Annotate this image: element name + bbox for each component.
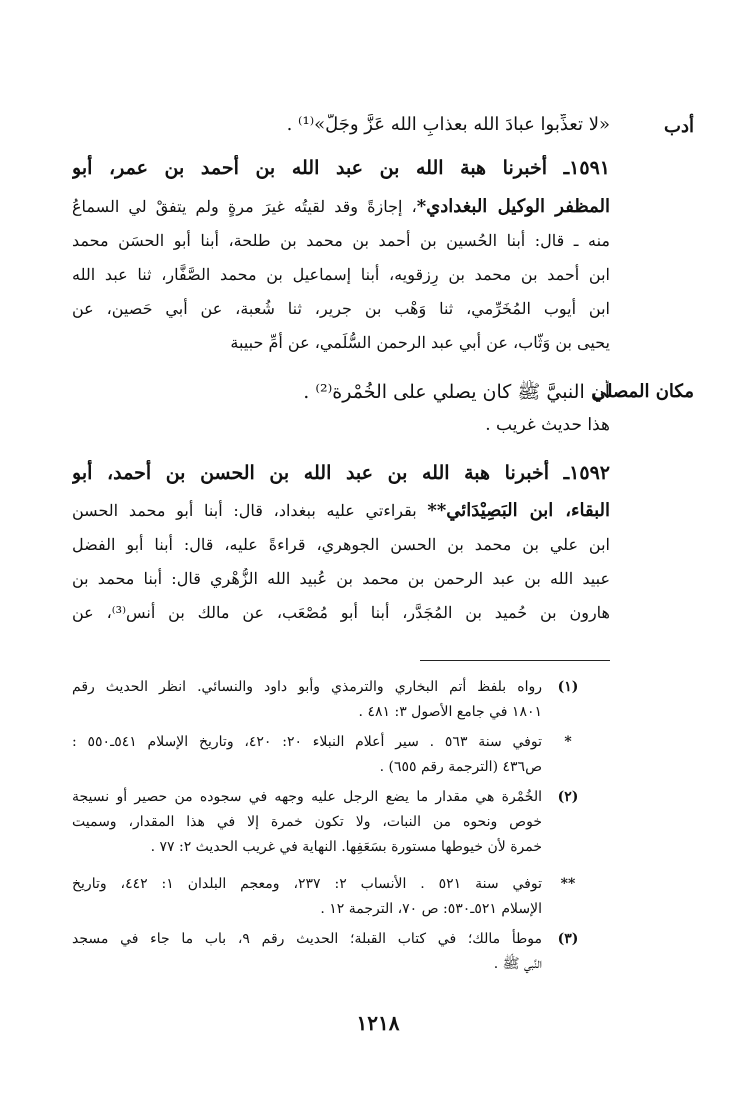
body-line-5: ابن أحمد بن محمد بن رِزقويه، أبنا إسماعيل بن محمد الصَّفَّار، ثنا عبد الله bbox=[72, 265, 610, 284]
footnote-1-line-1: رواه بلفظ أتم البخاري والترمذي وأبو داود والنسائي. انظر الحديث رقم bbox=[72, 679, 542, 695]
body-line-13: عبيد الله بن عبد الرحمن بن محمد بن عُبيد الله الزُّهْري قال: أبنا محمد بن bbox=[72, 569, 610, 588]
body-line-3-rest: ، إجازةً وقد لقيتُه غيرَ مرةٍ ولم يتفقْ لي السماعُ bbox=[72, 197, 417, 216]
body-line-7: يحيى بن وَثّاب، عن أبي عبد الرحمن السُّلَمي، عن أمِّ حبيبة bbox=[230, 333, 610, 352]
footnote-2-line-1: الخُمْرة هي مقدار ما يضع الرجل عليه وجهه في سجوده من حصير أو نسيجة bbox=[72, 789, 542, 805]
footnote-1-line-2: ١٨٠١ في جامع الأصول ٣: ٤٨١ . bbox=[358, 704, 542, 720]
footnote-marker-star: * bbox=[564, 734, 572, 750]
footnote-star-line-2: ص٤٣٦ (الترجمة رقم ٦٥٥) . bbox=[379, 759, 542, 775]
body-line-11-rest: بقراءتي عليه ببغداد، قال: أبنا أبو محمد الحسن bbox=[72, 501, 428, 520]
footnote-2-line-2: خوص ونحوه من النبات، ولا تكون خمرة إلا في هذا المقدار، وسميت bbox=[72, 814, 542, 830]
hadith-matn-1591: أن النبيَّ ﷺ كان يصلي على الخُمْرة⁽²⁾ . bbox=[303, 381, 610, 403]
hadith-1592-heading: ١٥٩٢ـ أخبرنا هبة الله بن عبد الله بن الحسن بن أحمد، أبو bbox=[72, 462, 610, 484]
footnote-separator bbox=[420, 660, 610, 661]
body-line-11 bbox=[72, 500, 610, 522]
footnote-double-star-line-2: الإسلام ٥٢١ـ٥٣٠: ص ٧٠، الترجمة ١٢ . bbox=[320, 901, 542, 917]
body-line-14: هارون بن حُميد بن المُجَدَّر، أبنا أبو مُصْعَب، عن مالك بن أنس⁽³⁾، عن bbox=[72, 603, 610, 622]
body-line-1: «لا تعذِّبوا عبادَ الله بعذابِ الله عَزَّ وجَلَّ»⁽¹⁾ . bbox=[286, 114, 610, 135]
body-line-3 bbox=[72, 196, 610, 218]
narrator-name-1592: البقاء، ابن البَصِيْدَائي** bbox=[427, 500, 610, 521]
margin-note-makan-al-musalli: مكان المصلي bbox=[591, 381, 694, 402]
narrator-name-1591: المظفر الوكيل البغدادي* bbox=[416, 196, 610, 217]
body-line-4: منه ـ قال: أبنا الحُسين بن أحمد بن محمد بن طلحة، أبنا أبو الحسَن محمد bbox=[72, 231, 610, 250]
footnote-marker-3: (٣) bbox=[557, 931, 579, 947]
body-line-12: ابن علي بن محمد بن الحسن الجوهري، قراءةً عليه، قال: أبنا أبو الفضل bbox=[72, 535, 610, 554]
body-line-6: ابن أيوب المُخَرِّمي، ثنا وَهْب بن جرير، ثنا شُعبة، عن أبي حَصين، عن bbox=[72, 299, 610, 318]
hadith-grade: هذا حديث غريب . bbox=[485, 415, 610, 435]
hadith-1591-heading: ١٥٩١ـ أخبرنا هبة الله بن عبد الله بن أحمد بن عمر، أبو bbox=[72, 157, 610, 179]
footnote-marker-1: (١) bbox=[557, 679, 579, 695]
footnote-2-line-3: خمرة لأن خيوطها مستورة بسَعَفِها. النهاية في غريب الحديث ٢: ٧٧ . bbox=[150, 839, 542, 855]
footnote-3-line-2: النَّبي ﷺ . bbox=[493, 956, 542, 972]
footnote-3-line-1: موطأ مالك؛ في كتاب القبلة؛ الحديث رقم ٩، باب ما جاء في مسجد bbox=[72, 931, 542, 947]
footnote-double-star-line-1: توفي سنة ٥٢١ . الأنساب ٢: ٢٣٧، ومعجم البلدان ١: ٤٤٢، وتاريخ bbox=[72, 876, 542, 892]
footnote-marker-double-star: ** bbox=[560, 876, 576, 892]
footnote-star-line-1: توفي سنة ٥٦٣ . سير أعلام النبلاء ٢٠: ٤٢٠، وتاريخ الإسلام ٥٤١ـ٥٥٠ : bbox=[72, 734, 542, 750]
page-number: ١٢١٨ bbox=[356, 1011, 400, 1035]
margin-note-adab: أدب bbox=[664, 116, 694, 137]
footnote-marker-2: (٢) bbox=[557, 789, 579, 805]
